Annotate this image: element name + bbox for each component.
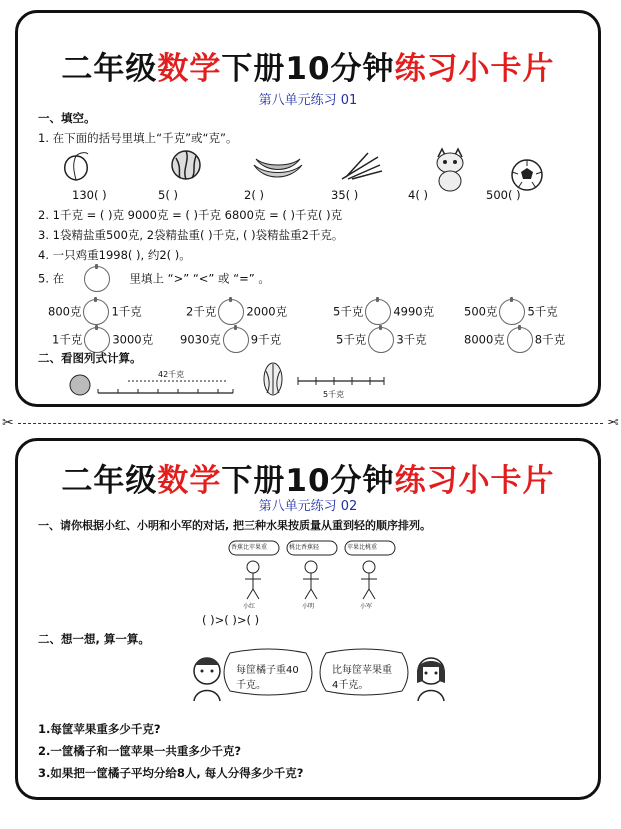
scale-icon (296, 371, 386, 391)
question-4: 4. 一只鸡重1998( ), 约2( )。 (38, 248, 191, 262)
question-1: 1. 在下面的括号里填上“千克”或“克”。 (38, 131, 238, 145)
scale-label: 42千克 (158, 370, 185, 379)
cabbage-icon (258, 361, 288, 397)
dashed-divider (18, 423, 603, 424)
apple-icon[interactable] (499, 299, 525, 325)
compare-item (336, 327, 427, 353)
apple-icon[interactable] (223, 327, 249, 353)
scissors-icon: ✂ (607, 415, 619, 431)
compare-left: 9030克 (180, 332, 221, 347)
question-3: 3. 1袋精盐重500克, 2袋精盐重( )千克, ( )袋精盐重2千克。 (38, 228, 344, 242)
compare-item (180, 327, 281, 353)
compare-item (186, 299, 287, 325)
cut-line (0, 417, 621, 431)
title-part-red: 数学 (157, 463, 222, 499)
compare-item (333, 299, 434, 325)
speech-bubble-text: 香蕉比苹果重 (231, 544, 268, 551)
title-part: 下册10分钟 (221, 51, 395, 87)
answer-slot: 2( ) (244, 188, 264, 202)
banana-icon (250, 153, 306, 183)
title-part: 下册10分钟 (221, 463, 395, 499)
child-name: 小军 (360, 603, 373, 610)
apple-icon[interactable] (507, 327, 533, 353)
answer-slot: 130( ) (72, 188, 107, 202)
section-heading: 二、想一想, 算一算。 (38, 632, 150, 646)
title-part: 二年级 (61, 463, 158, 499)
compare-right: 3000克 (112, 332, 154, 347)
compare-right: 2000克 (246, 304, 288, 319)
section-heading: 二、看图列式计算。 (38, 351, 142, 365)
section-heading: 一、填空。 (38, 111, 96, 125)
word-question: 3.如果把一筐橘子平均分给8人, 每人分得多少千克? (38, 766, 304, 780)
section-heading: 一、请你根据小红、小明和小军的对话, 把三种水果按质量从重到轻的顺序排列。 (38, 519, 432, 532)
peach-icon (56, 150, 96, 184)
child-icon (410, 653, 452, 703)
compare-right: 1千克 (111, 304, 142, 319)
answer-slot: 500( ) (486, 188, 521, 202)
compare-left: 1千克 (52, 332, 83, 347)
question-5-prefix: 5. 在 (38, 271, 65, 286)
answer-slot: 5( ) (158, 188, 178, 202)
answer-slot: 4( ) (408, 188, 428, 202)
compare-item (464, 327, 565, 353)
speech-bubble-text: 苹果比桃重 (347, 544, 378, 551)
compare-right: 9千克 (250, 332, 282, 347)
speech-text-left: 每筐橘子重40千克。 (236, 665, 299, 691)
question-5-suffix: 里填上 “>” “<” 或 “=” 。 (129, 271, 270, 286)
compare-item (48, 299, 142, 325)
compare-right: 8千克 (534, 332, 566, 347)
apple-icon[interactable] (83, 299, 109, 325)
practice-card-01 (15, 10, 601, 407)
title-part-red: 数学 (157, 51, 222, 87)
card-title (18, 455, 598, 500)
practice-card-02 (15, 438, 601, 800)
scale-label: 5千克 (323, 390, 345, 399)
title-part-red: 练习小卡片 (394, 51, 555, 87)
apple-icon (84, 266, 110, 292)
child-name: 小明 (302, 603, 315, 610)
card-subtitle: 第八单元练习 01 (258, 93, 358, 108)
soccer-ball-icon (510, 158, 544, 192)
question-5 (38, 266, 270, 292)
compare-left: 8000克 (464, 332, 505, 347)
apple-icon[interactable] (218, 299, 244, 325)
word-question: 1.每筐苹果重多少千克? (38, 722, 161, 736)
compare-right: 3千克 (396, 332, 427, 347)
answer-slot: 35( ) (331, 188, 359, 202)
card-subtitle: 第八单元练习 02 (258, 499, 358, 514)
apple-icon[interactable] (365, 299, 391, 325)
title-part-red: 练习小卡片 (394, 463, 555, 499)
cat-icon (430, 147, 470, 193)
compare-left: 5千克 (336, 332, 367, 347)
compare-right: 4990克 (393, 304, 435, 319)
compare-left: 2千克 (186, 304, 217, 319)
apple-icon[interactable] (368, 327, 394, 353)
compare-left: 500克 (464, 304, 498, 319)
feather-icon (338, 151, 384, 183)
compare-item (464, 299, 558, 325)
scissors-icon: ✂ (2, 415, 14, 431)
question-2: 2. 1千克 = ( )克 9000克 = ( )千克 6800克 = ( )千克( )克 (38, 208, 343, 222)
watermelon-icon (168, 148, 204, 182)
child-name: 小红 (243, 603, 256, 610)
title-part: 二年级 (61, 51, 158, 87)
word-question: 2.一筐橘子和一筐苹果一共重多少千克? (38, 744, 242, 758)
compare-left: 5千克 (333, 304, 364, 319)
scale-icon (68, 369, 238, 401)
speech-text-right: 比每筐苹果重4千克。 (332, 665, 392, 691)
ordering-answer: ( )>( )>( ) (202, 613, 260, 627)
card-title (18, 43, 598, 88)
compare-left: 800克 (48, 304, 82, 319)
compare-right: 5千克 (527, 304, 558, 319)
speech-bubble-text: 桃比香蕉轻 (289, 544, 320, 551)
